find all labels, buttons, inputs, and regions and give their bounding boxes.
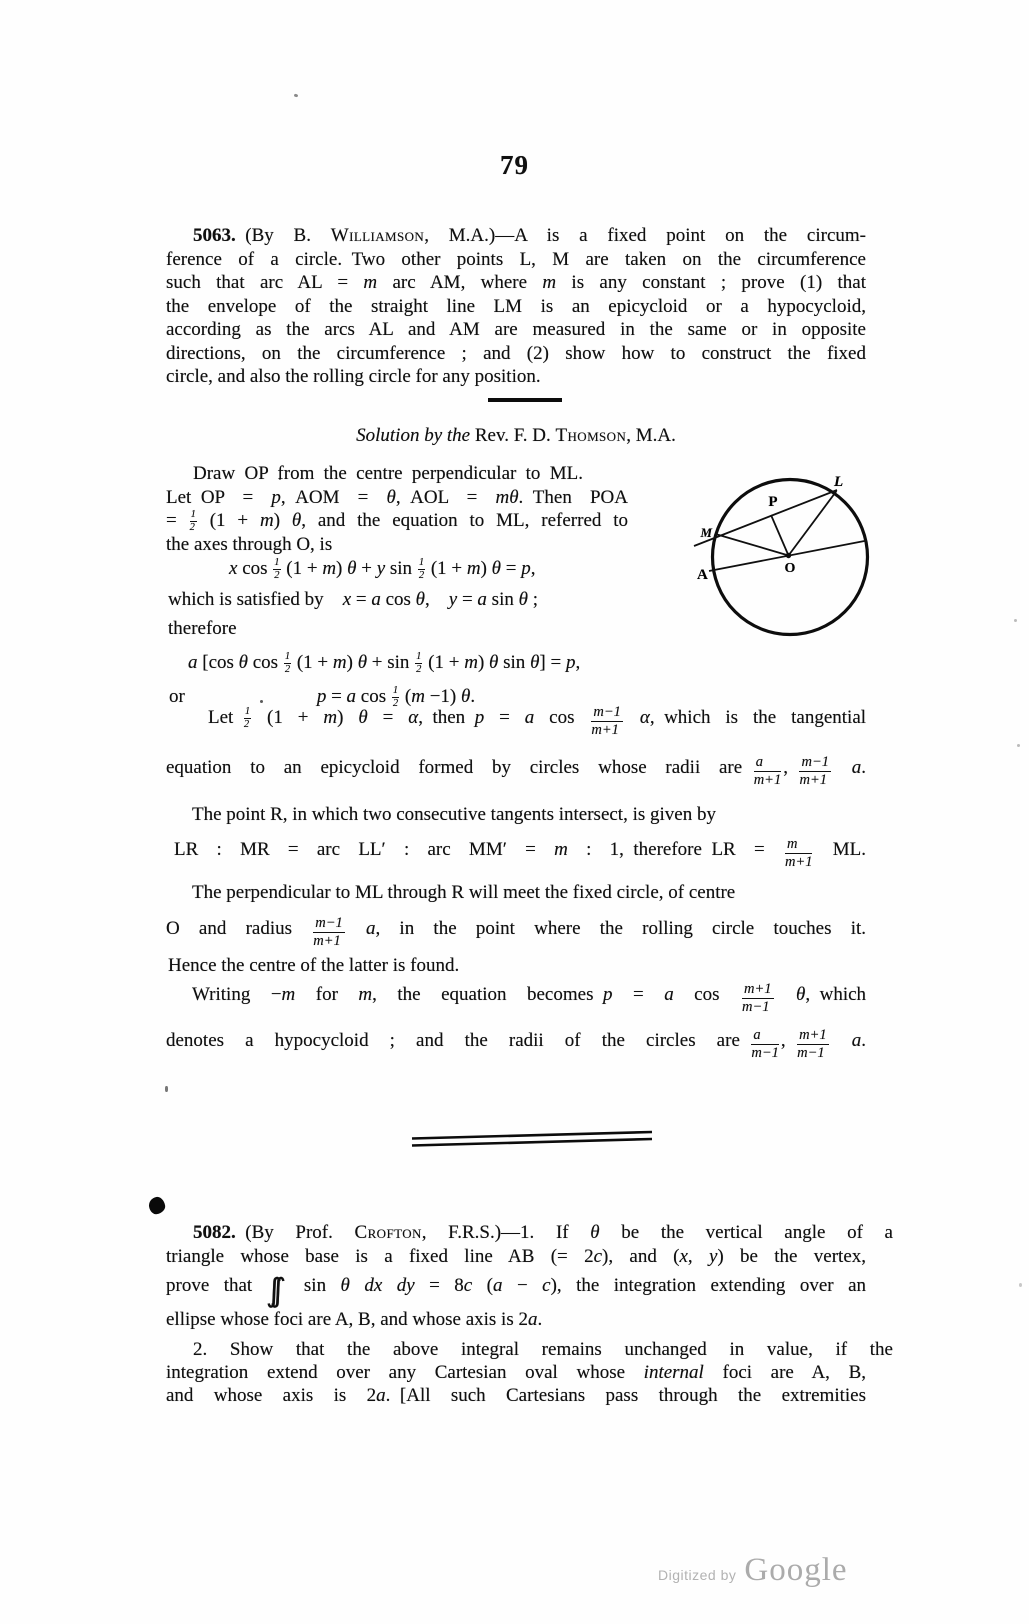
problem-5082-line: and whose axis is 2a. [All such Cartesians pass through the extremities: [166, 1385, 866, 1406]
center-point-O: [786, 553, 791, 558]
line-OP: [771, 515, 789, 556]
problem-5082-integral-line: prove that ∫∫ sin θ dx dy = 8c (a − c), the integration extending over an: [166, 1271, 867, 1309]
label-P: P: [768, 494, 778, 510]
O-radius-line: O and radius $\frac{m-1}{m+1}$ a, in the point where the rolling circle touches it.: [166, 915, 867, 949]
solution-heading: Solution by the Rev. F. D. Thomson, M.A.: [356, 425, 676, 446]
scan-speck: [294, 93, 299, 97]
solution-para-line: = $\frac{1}{2}$ (1 + m) θ, and the equation to ML, referred to: [166, 509, 629, 533]
ink-blot: [148, 1196, 167, 1216]
line-OM: [716, 534, 789, 556]
satisfied-by-line: which is satisfied by x = a cos θ, y = a sin θ ;: [168, 589, 538, 610]
problem-5063-line: the envelope of the straight line LM is an epicycloid or a hypocycloid,: [166, 295, 866, 317]
problem-5082-line: ellipse whose foci are A, B, and whose axis is 2a.: [166, 1309, 543, 1330]
writing-minus-m-line: Writing −m for m, the equation becomes p = a cos $\frac{m+1}{m-1}$ θ, which: [192, 981, 867, 1015]
epicycloid-radii-line: equation to an epicycloid formed by circles whose radii are $\frac{a}{m+1}$ , $\frac{m-1}{m+1}$ a.: [166, 754, 867, 788]
google-logo: Google: [744, 1552, 848, 1588]
problem-5082-line: integration extend over any Cartesian oval whose internal foci are A, B,: [166, 1362, 866, 1383]
solution-para-line: Draw OP from the centre perpendicular to ML.: [193, 463, 583, 484]
problem-5063-line: such that arc AL = m arc AM, where m is any constant ; prove (1) that: [166, 272, 866, 293]
problem-5063-line: 5063. (By B. Williamson, M.A.)—A is a fixed point on the circum-: [193, 225, 866, 246]
solution-para-line: Let OP = p, AOM = θ, AOL = mθ. Then POA: [166, 486, 628, 508]
line-OL: [789, 491, 837, 556]
section-divider-rule: [488, 398, 562, 402]
LR-MR-ratio-line: LR : MR = arc LL′ : arc MM′ = m : 1, therefore LR = $\frac{m}{m+1}$ ML.: [174, 836, 866, 870]
scan-speck: [165, 1086, 168, 1092]
digitized-by-label: Digitized by: [658, 1567, 737, 1583]
scan-speck: [1014, 619, 1017, 622]
hypocycloid-radii-line: denotes a hypocycloid ; and the radii of the circles are $\frac{a}{m-1}$ , $\frac{m+1}{m-1}$ a.: [166, 1027, 866, 1061]
solution-paragraph: [166, 462, 628, 557]
solution-para-line: the axes through O, is: [166, 534, 333, 555]
scan-speck: [1019, 1283, 1022, 1287]
let-substitution-line: Let $\frac{1}{2}$ (1 + m) θ = α, then p = a cos $\frac{m-1}{m+1}$ α, which is the tangential: [208, 704, 867, 738]
equation-expanded: a [cos θ cos $\frac{1}{2}$ (1 + m) θ + sin $\frac{1}{2}$ (1 + m) θ sin θ] = p,: [188, 651, 581, 675]
problem-5063-line: according as the arcs AL and AM are measured in the same or in opposite: [166, 319, 866, 340]
hence-line: Hence the centre of the latter is found.: [168, 955, 460, 976]
problem-5082-line: triangle whose base is a fixed line AB (= 2c), and (x, y) be the vertex,: [166, 1246, 867, 1267]
label-O: O: [784, 561, 796, 576]
label-L: L: [834, 474, 844, 490]
problem-5082-line: 5082. (By Prof. Crofton, F.R.S.)—1. If θ be the vertical angle of a: [193, 1222, 893, 1243]
problem-5063-line: directions, on the circumference ; and (2) show how to construct the fixed: [166, 342, 866, 364]
perpendicular-line: The perpendicular to ML through R will meet the fixed circle, of centre: [192, 882, 736, 903]
circle-figure: [685, 450, 875, 650]
problem-5063: [166, 224, 866, 389]
problem-5063-line: ference of a circle. Two other points L, M are taken on the circumference: [166, 248, 866, 270]
double-rule-divider: [408, 1126, 656, 1148]
therefore-line: therefore: [168, 618, 237, 639]
scan-footer: [658, 1552, 848, 1589]
point-R-line: The point R, in which two consecutive tangents intersect, is given by: [192, 804, 716, 825]
equation-tangent-line: x cos $\frac{1}{2}$ (1 + m) θ + y sin $\frac{1}{2}$ (1 + m) θ = p,: [229, 557, 536, 581]
problem-5082-line: 2. Show that the above integral remains unchanged in value, if the: [193, 1339, 893, 1360]
page-number: 79: [500, 150, 529, 180]
label-A: A: [697, 567, 708, 583]
equation-p-cos: or p = a cos $\frac{1}{2}$ (m −1) θ.: [169, 685, 476, 709]
problem-5063-line: circle, and also the rolling circle for any position.: [166, 366, 541, 387]
scan-speck: [1017, 744, 1020, 747]
label-M: M: [700, 525, 712, 540]
